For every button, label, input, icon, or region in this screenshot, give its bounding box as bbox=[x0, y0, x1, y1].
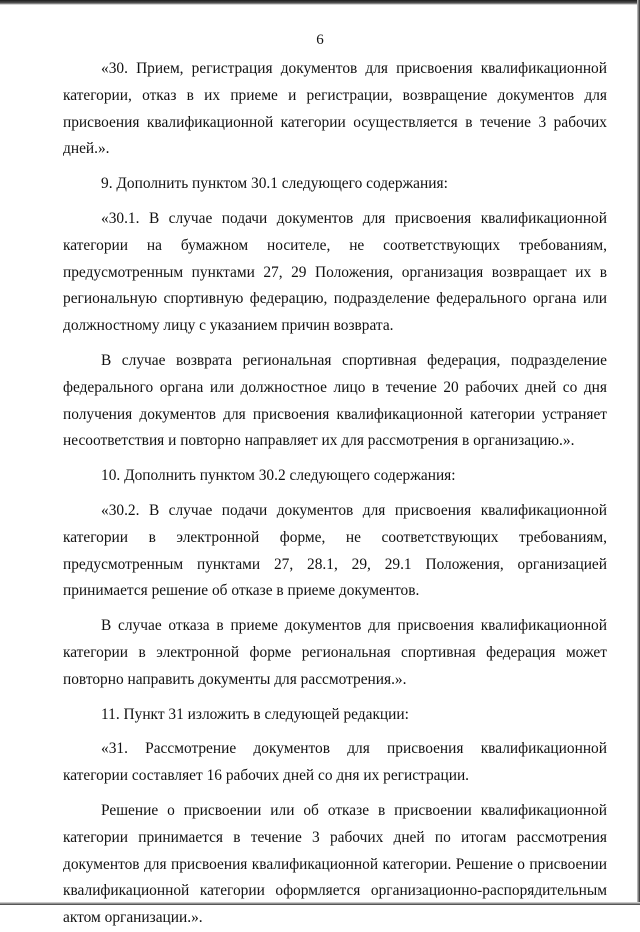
document-body bbox=[63, 56, 607, 932]
paragraph-clause-30-2-refusal: В случае отказа в приеме документов для присвоения квалификационной категории в электронной форме региональная спортивная федерация может повторно направить документы для рассмотрения.». bbox=[63, 617, 607, 688]
paragraph-clause-30: «30. Прием, регистрация документов для присвоения квалификационной категории, отказ в их приеме и регистрации, возвращение документов для присвоения квалификационной категории осуществляется в течение 3 рабочих дней.». bbox=[63, 60, 607, 158]
paragraph-item-9: 9. Дополнить пунктом 30.1 следующего содержания: bbox=[101, 175, 448, 193]
paragraph-item-10: 10. Дополнить пунктом 30.2 следующего содержания: bbox=[101, 467, 456, 485]
paragraph-item-11: 11. Пункт 31 изложить в следующей редакции: bbox=[101, 705, 409, 723]
scan-edge-top bbox=[0, 0, 640, 5]
paragraph-clause-31-decision: Решение о присвоении или об отказе в присвоении квалификационной категории принимается в течение 3 рабочих дней по итогам рассмотрения документов для присвоения квалификационной категории. Решение о присвоении квалификационной категории оформляется организационно-распорядительным актом организации.». bbox=[63, 801, 607, 927]
paragraph-clause-30-2: «30.2. В случае подачи документов для присвоения квалификационной категории в электронной форме, не соответствующих требованиям, предусмотренным пунктами 27, 28.1, 29, 29.1 Положения, организацией принимается решение об отказе в приеме документов. bbox=[63, 501, 607, 600]
paragraph-clause-31: «31. Рассмотрение документов для присвоения квалификационной категории составляет 16 рабочих дней со дня их регистрации. bbox=[63, 740, 607, 785]
paragraph-clause-30-1: «30.1. В случае подачи документов для присвоения квалификационной категории на бумажном носителе, не соответствующих требованиям, предусмотренным пунктами 27, 29 Положения, организация возвращает их в региональную спортивную федерацию, подразделение федерального органа или должностному лицу с указанием причин возврата. bbox=[63, 209, 607, 335]
page-number: 6 bbox=[316, 32, 324, 48]
paragraph-clause-30-1-return: В случае возврата региональная спортивная федерация, подразделение федерального органа или должностное лицо в течение 20 рабочих дней со дня получения документов для присвоения квалификационной категории устраняет несоответствия и повторно направляет их для рассмотрения в организацию.». bbox=[63, 351, 607, 450]
